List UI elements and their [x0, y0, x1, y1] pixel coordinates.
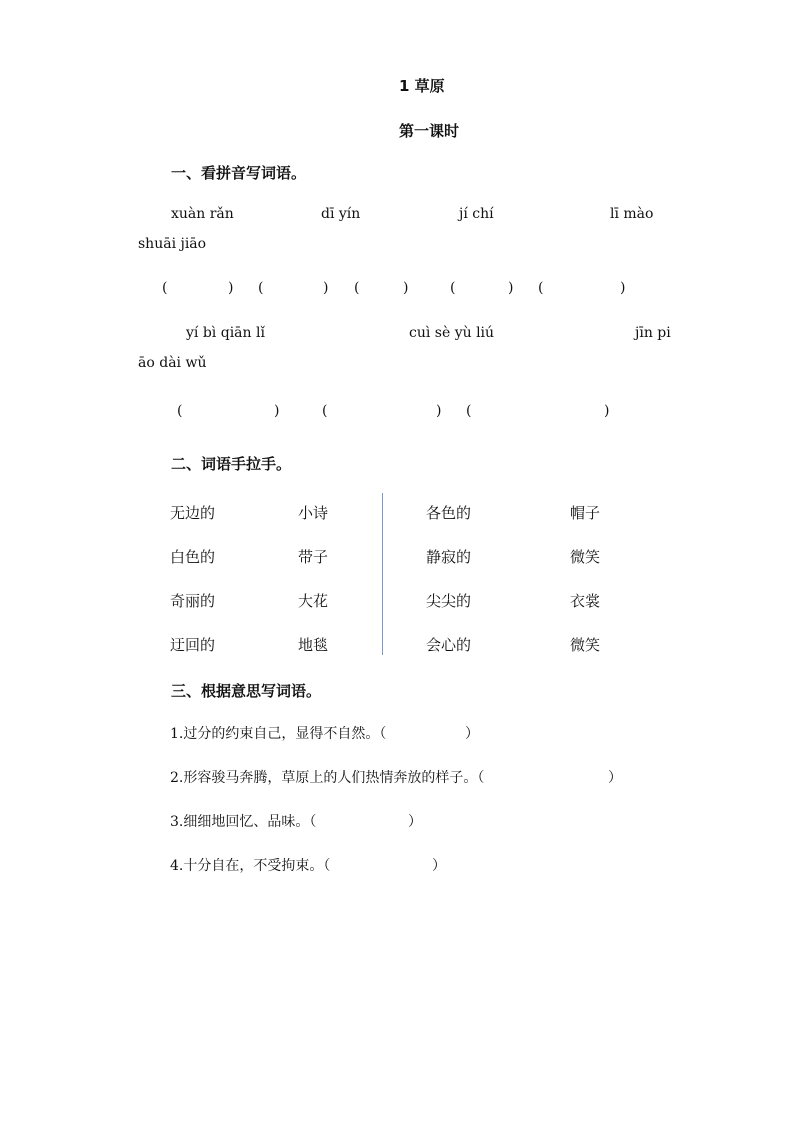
answer-paren-open: ( — [322, 403, 328, 419]
match-left-word: 各色的 — [426, 504, 472, 522]
pinyin-item: shuāi jiāo — [138, 236, 207, 252]
answer-paren-close: ) — [274, 403, 280, 419]
match-left-word: 会心的 — [426, 636, 472, 654]
answer-paren-close: ） — [432, 858, 446, 874]
match-left-word: 奇丽的 — [170, 592, 216, 610]
pinyin-item: cuì sè yù liú — [409, 325, 495, 341]
match-left-word: 迂回的 — [170, 636, 216, 654]
answer-paren-close: ） — [465, 726, 479, 742]
pinyin-item: jí chí — [459, 206, 494, 222]
answer-paren-close: ） — [408, 814, 422, 830]
match-right-word: 小诗 — [298, 504, 329, 522]
match-right-word: 地毯 — [298, 636, 329, 654]
lesson-subtitle: 第一课时 — [399, 122, 460, 140]
answer-paren-open: ( — [258, 280, 264, 296]
pinyin-item: lī mào — [610, 206, 654, 222]
answer-paren-close: ) — [436, 403, 442, 419]
answer-paren-open: ( — [450, 280, 456, 296]
question-text: 2.形容骏马奔腾，草原上的人们热情奔放的样子。（ — [170, 770, 485, 786]
answer-paren-open: ( — [177, 403, 183, 419]
answer-paren-close: ) — [604, 403, 610, 419]
match-right-word: 微笑 — [570, 636, 601, 654]
answer-paren-close: ) — [620, 280, 626, 296]
match-right-word: 带子 — [298, 548, 329, 566]
pinyin-item: yí bì qiān lǐ — [186, 325, 265, 341]
question-text: 1.过分的约束自己，显得不自然。（ — [170, 726, 387, 742]
match-left-word: 尖尖的 — [426, 592, 472, 610]
column-divider — [382, 493, 383, 655]
match-right-word: 大花 — [298, 592, 329, 610]
match-left-word: 无边的 — [170, 504, 216, 522]
match-right-word: 帽子 — [570, 504, 601, 522]
match-left-word: 白色的 — [170, 548, 216, 566]
answer-paren-close: ) — [403, 280, 409, 296]
section3-heading: 三、根据意思写词语。 — [171, 682, 322, 700]
page-title: 1 草原 — [399, 77, 445, 95]
match-right-word: 衣裳 — [570, 592, 601, 610]
answer-paren-close: ) — [228, 280, 234, 296]
answer-paren-close: ） — [608, 770, 622, 786]
pinyin-item: jīn pi — [635, 325, 671, 341]
match-left-word: 静寂的 — [426, 548, 472, 566]
answer-paren-open: ( — [538, 280, 544, 296]
match-right-word: 微笑 — [570, 548, 601, 566]
answer-paren-open: ( — [162, 280, 168, 296]
section1-heading: 一、看拼音写词语。 — [171, 164, 307, 182]
pinyin-item: xuàn rǎn — [171, 206, 234, 222]
answer-paren-open: ( — [354, 280, 360, 296]
section2-heading: 二、词语手拉手。 — [171, 455, 292, 473]
pinyin-item: dī yín — [321, 206, 361, 222]
question-text: 3.细细地回忆、品味。（ — [170, 814, 317, 830]
pinyin-item: āo dài wǔ — [138, 355, 207, 371]
answer-paren-open: ( — [466, 403, 472, 419]
answer-paren-close: ) — [508, 280, 514, 296]
answer-paren-close: ) — [323, 280, 329, 296]
question-text: 4.十分自在，不受拘束。（ — [170, 858, 331, 874]
